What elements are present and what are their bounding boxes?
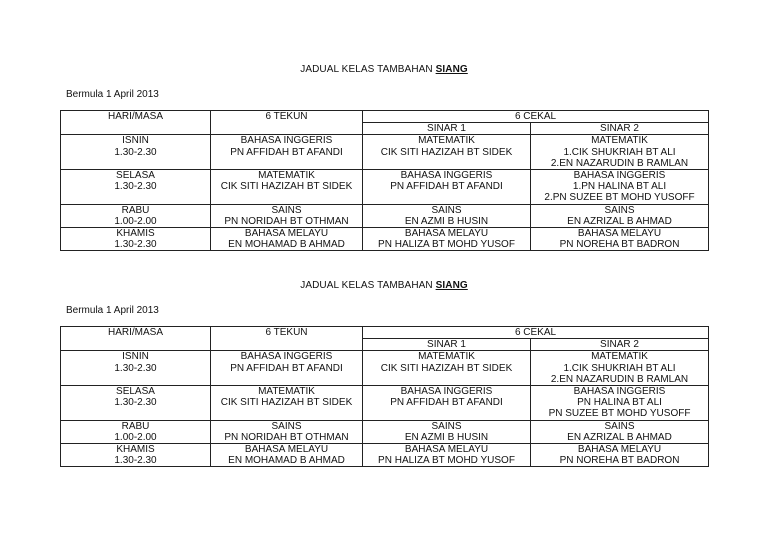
- sinar-1-cell-line: PN AFFIDAH BT AFANDI: [390, 397, 503, 409]
- tekun-cell-line: PN AFFIDAH BT AFANDI: [230, 146, 343, 158]
- sinar-2-cell-line: BAHASA INGGERIS: [573, 170, 666, 182]
- sinar-1-cell-line: BAHASA MELAYU: [404, 228, 489, 240]
- time-slot: 1.30-2.30: [114, 181, 157, 193]
- day-name: SELASA: [116, 170, 155, 182]
- day-name: ISNIN: [122, 351, 149, 363]
- time-slot: 1.30-2.30: [114, 362, 157, 374]
- title-emphasis: SIANG: [435, 280, 468, 291]
- header-tekun: 6 TEKUN: [211, 111, 363, 135]
- sinar-2-cell-line: 1.CIK SHUKRIAH BT ALI: [563, 146, 676, 158]
- sinar-2-cell-line: SAINS: [604, 420, 635, 432]
- day-name: KHAMIS: [116, 228, 155, 240]
- tekun-cell-line: MATEMATIK: [258, 386, 315, 398]
- table-row: [61, 170, 709, 205]
- tekun-cell-line: CIK SITI HAZIZAH BT SIDEK: [220, 397, 353, 409]
- time-slot: 1.30-2.30: [114, 397, 157, 409]
- tekun-cell: [211, 204, 363, 227]
- tekun-cell: [211, 228, 363, 251]
- table-row: [61, 135, 709, 170]
- sinar-2-cell-line: BAHASA MELAYU: [577, 228, 662, 240]
- time-slot: 1.30-2.30: [114, 239, 157, 251]
- tekun-cell-line: PN NORIDAH BT OTHMAN: [224, 431, 349, 443]
- table-row: [61, 228, 709, 251]
- sinar-1-cell: [363, 386, 531, 421]
- tekun-cell-line: SAINS: [271, 204, 302, 216]
- day-cell: [61, 228, 211, 251]
- sinar-1-cell-line: PN HALIZA BT MOHD YUSOF: [378, 455, 515, 467]
- time-slot: 1.00-2.00: [114, 431, 157, 443]
- day-name: KHAMIS: [116, 444, 155, 456]
- tekun-cell-line: BAHASA INGGERIS: [240, 135, 333, 147]
- title-text: JADUAL KELAS TAMBAHAN: [300, 280, 436, 291]
- sinar-2-cell-line: EN AZRIZAL B AHMAD: [567, 215, 672, 227]
- sinar-1-cell-line: PN AFFIDAH BT AFANDI: [390, 181, 503, 193]
- header-sinar-2: SINAR 2: [531, 123, 709, 135]
- sinar-2-cell: [531, 228, 709, 251]
- sinar-2-cell: [531, 386, 709, 421]
- sinar-2-cell-line: BAHASA INGGERIS: [573, 386, 666, 398]
- page-title: [0, 64, 768, 75]
- table-row: [61, 351, 709, 386]
- tekun-cell-line: BAHASA MELAYU: [244, 228, 329, 240]
- header-tekun: 6 TEKUN: [211, 327, 363, 351]
- day-cell: [61, 204, 211, 227]
- sinar-2-cell-line: PN NOREHA BT BADRON: [559, 239, 680, 251]
- sinar-1-cell: [363, 170, 531, 205]
- sinar-1-cell: [363, 228, 531, 251]
- time-slot: 1.00-2.00: [114, 215, 157, 227]
- tekun-cell-line: EN MOHAMAD B AHMAD: [228, 239, 345, 251]
- table-row: [61, 420, 709, 443]
- sinar-2-cell-line: SAINS: [604, 204, 635, 216]
- title-emphasis: SIANG: [435, 64, 468, 75]
- sinar-1-cell-line: PN HALIZA BT MOHD YUSOF: [378, 239, 515, 251]
- day-cell: [61, 135, 211, 170]
- sinar-2-cell: [531, 420, 709, 443]
- sinar-1-cell: [363, 135, 531, 170]
- sinar-1-cell: [363, 420, 531, 443]
- header-row: [61, 327, 709, 339]
- header-cekal: 6 CEKAL: [363, 327, 709, 339]
- header-day: HARI/MASA: [61, 327, 211, 351]
- start-date: Bermula 1 April 2013: [66, 89, 159, 100]
- tekun-cell-line: MATEMATIK: [258, 170, 315, 182]
- sinar-1-cell-line: CIK SITI HAZIZAH BT SIDEK: [380, 362, 513, 374]
- sinar-1-cell-line: SAINS: [431, 420, 462, 432]
- header-sinar-1: SINAR 1: [363, 339, 531, 351]
- sinar-2-cell-line: BAHASA MELAYU: [577, 444, 662, 456]
- tekun-cell: [211, 170, 363, 205]
- sinar-2-cell-line: MATEMATIK: [591, 135, 648, 147]
- start-date: Bermula 1 April 2013: [66, 305, 159, 316]
- tekun-cell-line: BAHASA MELAYU: [244, 444, 329, 456]
- day-cell: [61, 420, 211, 443]
- tekun-cell: [211, 420, 363, 443]
- table-row: [61, 444, 709, 467]
- sinar-1-cell: [363, 204, 531, 227]
- day-name: SELASA: [116, 386, 155, 398]
- tekun-cell-line: EN MOHAMAD B AHMAD: [228, 455, 345, 467]
- day-cell: [61, 444, 211, 467]
- sinar-1-cell-line: EN AZMI B HUSIN: [404, 431, 489, 443]
- header-sinar-2: SINAR 2: [531, 339, 709, 351]
- time-slot: 1.30-2.30: [114, 455, 157, 467]
- day-cell: [61, 351, 211, 386]
- tekun-cell-line: BAHASA INGGERIS: [240, 351, 333, 363]
- sinar-2-cell: [531, 444, 709, 467]
- tekun-cell: [211, 444, 363, 467]
- sinar-2-cell-line: 2.EN NAZARUDIN B RAMLAN: [550, 373, 689, 385]
- header-row: [61, 111, 709, 123]
- sinar-2-cell-line: PN HALINA BT ALI: [577, 397, 662, 409]
- tekun-cell: [211, 386, 363, 421]
- sinar-2-cell-line: 2.PN SUZEE BT MOHD YUSOFF: [544, 192, 695, 204]
- sinar-1-cell-line: MATEMATIK: [418, 351, 475, 363]
- sinar-2-cell-line: PN SUZEE BT MOHD YUSOFF: [548, 408, 691, 420]
- sinar-2-cell: [531, 135, 709, 170]
- tekun-cell-line: SAINS: [271, 420, 302, 432]
- tekun-cell-line: PN NORIDAH BT OTHMAN: [224, 215, 349, 227]
- sinar-1-cell: [363, 351, 531, 386]
- tekun-cell-line: PN AFFIDAH BT AFANDI: [230, 362, 343, 374]
- sinar-2-cell-line: 2.EN NAZARUDIN B RAMLAN: [550, 157, 689, 169]
- day-cell: [61, 386, 211, 421]
- tekun-cell: [211, 351, 363, 386]
- table-row: [61, 204, 709, 227]
- page-title: [0, 280, 768, 291]
- tekun-cell-line: CIK SITI HAZIZAH BT SIDEK: [220, 181, 353, 193]
- sinar-1-cell-line: SAINS: [431, 204, 462, 216]
- day-name: RABU: [121, 420, 150, 432]
- sinar-2-cell: [531, 351, 709, 386]
- tekun-cell: [211, 135, 363, 170]
- sinar-1-cell-line: BAHASA MELAYU: [404, 444, 489, 456]
- day-name: RABU: [121, 204, 150, 216]
- sinar-2-cell-line: 1.PN HALINA BT ALI: [572, 181, 667, 193]
- sinar-2-cell-line: PN NOREHA BT BADRON: [559, 455, 680, 467]
- schedule-table: [60, 326, 709, 467]
- sinar-1-cell-line: BAHASA INGGERIS: [400, 386, 493, 398]
- table-row: [61, 386, 709, 421]
- header-sinar-1: SINAR 1: [363, 123, 531, 135]
- sinar-1-cell-line: EN AZMI B HUSIN: [404, 215, 489, 227]
- sinar-2-cell-line: MATEMATIK: [591, 351, 648, 363]
- sinar-2-cell-line: EN AZRIZAL B AHMAD: [567, 431, 672, 443]
- sinar-2-cell: [531, 204, 709, 227]
- title-text: JADUAL KELAS TAMBAHAN: [300, 64, 436, 75]
- schedule-table: [60, 110, 709, 251]
- header-day: HARI/MASA: [61, 111, 211, 135]
- sinar-1-cell-line: BAHASA INGGERIS: [400, 170, 493, 182]
- sinar-2-cell: [531, 170, 709, 205]
- sinar-2-cell-line: 1.CIK SHUKRIAH BT ALI: [563, 362, 676, 374]
- time-slot: 1.30-2.30: [114, 146, 157, 158]
- header-cekal: 6 CEKAL: [363, 111, 709, 123]
- sinar-1-cell: [363, 444, 531, 467]
- sinar-1-cell-line: CIK SITI HAZIZAH BT SIDEK: [380, 146, 513, 158]
- day-cell: [61, 170, 211, 205]
- sinar-1-cell-line: MATEMATIK: [418, 135, 475, 147]
- day-name: ISNIN: [122, 135, 149, 147]
